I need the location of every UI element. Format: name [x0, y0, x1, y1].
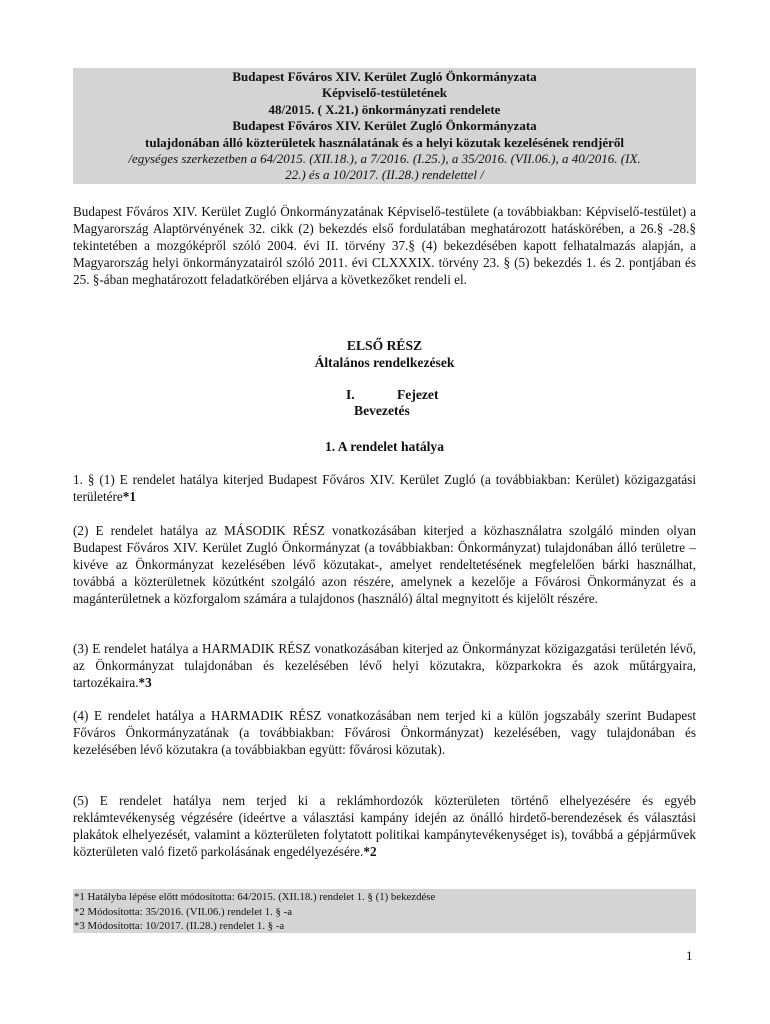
paragraph-1-text: 1. § (1) E rendelet hatálya kiterjed Budapest Főváros XIV. Kerület Zugló (a továbbiakban: Kerület) közigazgatási területére — [73, 472, 696, 504]
paragraph-3-text: (3) E rendelet hatálya a HARMADIK RÉSZ vonatkozásában kiterjed az Önkormányzat közigazgatási területén lévő, az Önkormányzat tulajdonában és kezelésében lévő helyi közutakra, közparkokra és azok műtárgyaira, tartozékaira. — [73, 641, 696, 690]
paragraph-2: (2) E rendelet hatálya az MÁSODIK RÉSZ vonatkozásában kiterjed a közhasználatra szolgáló minden olyan Budapest Főváros XIV. Kerület Zugló Önkormányzat (a továbbiakban: Önkormányzat) tulajdonában álló területre – kivéve az Önkormányzat kezelésében lévő közutakat-, amelyet rendeltetésének megfelelően bárki használhat, továbbá a közterületnek közútként szolgáló azon részére, amelynek a kezelője a Fővárosi Önkormányzat és a magánterületnek a közforgalom számára a tulajdonos (használó) által megnyitott és kijelölt részére. — [73, 523, 696, 606]
header-line-2: Képviselő-testületének — [322, 85, 447, 101]
paragraph-4: (4) E rendelet hatálya a HARMADIK RÉSZ vonatkozásában nem terjed ki a külön jogszabály szerint Budapest Főváros Önkormányzatának (a továbbiakban: Fővárosi Önkormányzat) kezelésében, vagy tulajdonában és kezelésében lévő közutakra (a továbbiakban együtt: fővárosi közutak). — [73, 708, 696, 757]
footnote-2: *2 Módosította: 35/2016. (VII.06.) rendelet 1. § -a — [74, 905, 292, 918]
header-line-7: 22.) és a 10/2017. (II.28.) rendelettel / — [285, 167, 484, 183]
header-line-1: Budapest Főváros XIV. Kerület Zugló Önkormányzata — [232, 69, 537, 84]
header-line-5: tulajdonában álló közterületek használatának és a helyi közutak kezelésének rendjéről — [145, 134, 624, 150]
header-line-6: /egységes szerkezetben a 64/2015. (XII.18.), a 7/2016. (I.25.), a 35/2016. (VII.06.), a 40/2016. (IX. — [128, 151, 641, 167]
part-title: ELSŐ RÉSZ — [346, 338, 423, 353]
footnote-1: *1 Hatályba lépése előtt módosította: 64/2015. (XII.18.) rendelet 1. § (1) bekezdése — [74, 891, 436, 903]
chapter-title: Bevezetés — [354, 403, 410, 418]
paragraph-1 — [73, 471, 696, 505]
footnote-ref-1[interactable]: *1 — [122, 489, 136, 504]
paragraph-5-text: (5) E rendelet hatálya nem terjed ki a reklámhordozók közterületen történő elhelyezésére és egyéb reklámtevékenység végzésére (ideértve a választási kampány idején az önálló hirdető-berendezések és választási plakátok elhelyezését, valamint a közterületen folytatott politikai kampánytevékenységet is), továbbá a gépjárművek közterületen való fizető parkolásának engedélyezésére. — [73, 793, 696, 859]
document-header — [73, 68, 696, 184]
part-subtitle: Általános rendelkezések — [314, 355, 455, 370]
preamble: Budapest Főváros XIV. Kerület Zugló Önkormányzatának Képviselő-testülete (a továbbiakban: Képviselő-testület) a Magyarország Alaptörvényének 32. cikk (2) bekezdés első fordulatában meghatározott hatáskörében, a 26.§ -28.§ tekintetében a mozgóképről szóló 2004. évi II. törvény 37.§ (4) bekezdésében kapott felhatalmazás alapján, a Magyarország helyi önkormányzatairól szóló 2011. évi CLXXXIX. törvény 23. § (5) bekezdés 1. és 2. pontjában és 25. §-ában meghatározott feladatkörében eljárva a következőket rendeli el. — [73, 204, 696, 287]
paragraph-5 — [73, 792, 696, 860]
footnotes — [73, 889, 696, 933]
footnote-3: *3 Módosította: 10/2017. (II.28.) rendelet 1. § -a — [74, 920, 285, 932]
chapter-label: Fejezet — [397, 387, 439, 402]
footnote-ref-2[interactable]: *2 — [363, 844, 377, 859]
chapter-number: I. — [346, 387, 355, 402]
section-title: 1. A rendelet hatálya — [324, 439, 445, 454]
page-number: 1 — [686, 948, 693, 963]
header-line-4: Budapest Főváros XIV. Kerület Zugló Önkormányzata — [232, 118, 537, 134]
footnote-ref-3[interactable]: *3 — [138, 675, 152, 690]
paragraph-3 — [73, 640, 696, 691]
header-line-3: 48/2015. ( X.21.) önkormányzati rendelete — [268, 101, 501, 117]
